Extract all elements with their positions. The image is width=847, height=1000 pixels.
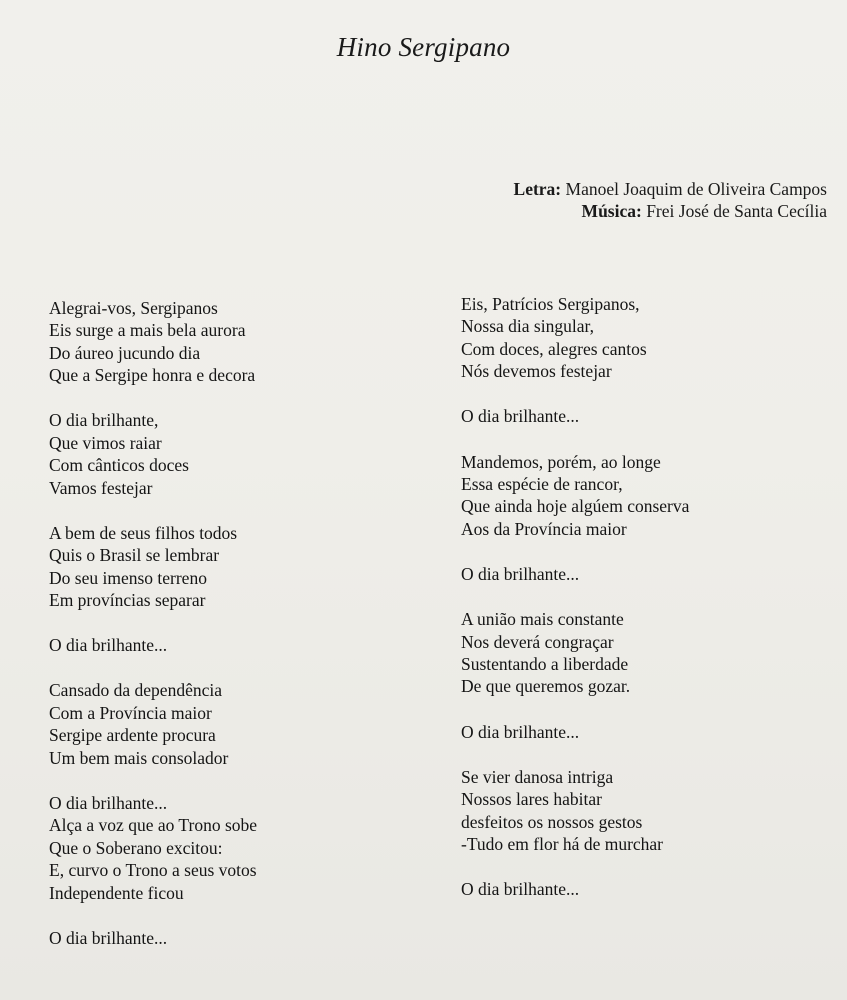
lyric-line: Eis, Patrícios Sergipanos, xyxy=(461,294,640,314)
music-credit xyxy=(514,200,827,222)
stanza xyxy=(49,927,257,949)
lyric-line: Essa espécie de rancor, xyxy=(461,474,623,495)
stanza xyxy=(49,679,257,769)
lyric-line: Com a Província maior xyxy=(49,702,212,723)
left-lyrics-column xyxy=(49,297,257,972)
stanza xyxy=(49,297,257,387)
lyric-line: O dia brilhante... xyxy=(49,635,168,656)
lyric-line: Do áureo jucundo dia xyxy=(49,342,201,363)
stanza xyxy=(461,878,689,900)
stanza xyxy=(461,451,689,541)
lyric-line: O dia brilhante... xyxy=(461,406,580,427)
lyric-line: Eis surge a mais bela aurora xyxy=(49,320,246,341)
lyric-line: Do seu imenso terreno xyxy=(49,567,207,588)
right-lyrics-column xyxy=(461,293,689,924)
lyric-line: Que a Sergipe honra e decora xyxy=(49,365,256,386)
lyric-line: Nossos lares habitar xyxy=(461,789,602,810)
lyrics-author: Manoel Joaquim de Oliveira Campos xyxy=(565,179,827,199)
lyric-line: Em províncias separar xyxy=(49,590,206,611)
lyric-line: Que o Soberano excitou: xyxy=(49,837,223,858)
lyric-line: -Tudo em flor há de murchar xyxy=(461,834,664,855)
stanza xyxy=(461,405,689,427)
stanza xyxy=(49,634,257,656)
lyric-line: Aos da Província maior xyxy=(461,518,627,539)
stanza xyxy=(461,608,689,698)
music-label: Música: xyxy=(581,201,642,221)
lyric-line: Se vier danosa intriga xyxy=(461,766,614,787)
stanza xyxy=(49,409,257,499)
lyric-line: Independente ficou xyxy=(49,882,184,903)
lyric-line: Vamos festejar xyxy=(49,477,153,498)
stanza xyxy=(461,293,689,383)
lyric-line: Que vimos raiar xyxy=(49,432,162,453)
lyrics-label: Letra: xyxy=(513,179,562,199)
lyric-line: E, curvo o Trono a seus votos xyxy=(49,860,257,881)
stanza xyxy=(461,721,689,743)
lyric-line: Nossa dia singular, xyxy=(461,316,594,337)
lyric-line: Um bem mais consolador xyxy=(49,747,229,768)
lyric-line: Cansado da dependência xyxy=(49,680,222,701)
lyric-line: De que queremos gozar. xyxy=(461,676,631,697)
lyric-line: O dia brilhante... xyxy=(49,927,168,948)
stanza xyxy=(49,792,257,904)
lyrics-credit xyxy=(514,178,827,200)
lyric-line: O dia brilhante, xyxy=(49,410,159,431)
music-author: Frei José de Santa Cecília xyxy=(646,201,827,221)
lyric-line: Nós devemos festejar xyxy=(461,361,612,382)
lyric-line: Quis o Brasil se lembrar xyxy=(49,545,220,566)
lyric-line: Alça a voz que ao Trono sobe xyxy=(49,815,258,836)
lyric-line: A união mais constante xyxy=(461,609,624,630)
lyric-line: Com cânticos doces xyxy=(49,455,189,476)
lyric-line: Que ainda hoje algúem conserva xyxy=(461,496,690,517)
credits-block xyxy=(514,178,827,222)
lyric-line: Nos deverá congraçar xyxy=(461,631,614,652)
page-title: Hino Sergipano xyxy=(336,32,511,62)
lyric-line: Alegrai-vos, Sergipanos xyxy=(49,298,218,318)
stanza xyxy=(461,563,689,585)
lyric-line: Sustentando a liberdade xyxy=(461,654,629,675)
stanza xyxy=(461,766,689,856)
lyric-line: O dia brilhante... xyxy=(461,879,580,900)
stanza xyxy=(49,522,257,612)
lyric-line: O dia brilhante... xyxy=(461,564,580,585)
lyric-line: Sergipe ardente procura xyxy=(49,725,216,746)
lyric-line: desfeitos os nossos gestos xyxy=(461,811,643,832)
lyric-line: Com doces, alegres cantos xyxy=(461,338,647,359)
lyric-line: A bem de seus filhos todos xyxy=(49,522,238,543)
lyric-line: O dia brilhante... xyxy=(49,792,168,813)
lyric-line: O dia brilhante... xyxy=(461,721,580,742)
lyric-line: Mandemos, porém, ao longe xyxy=(461,451,661,472)
